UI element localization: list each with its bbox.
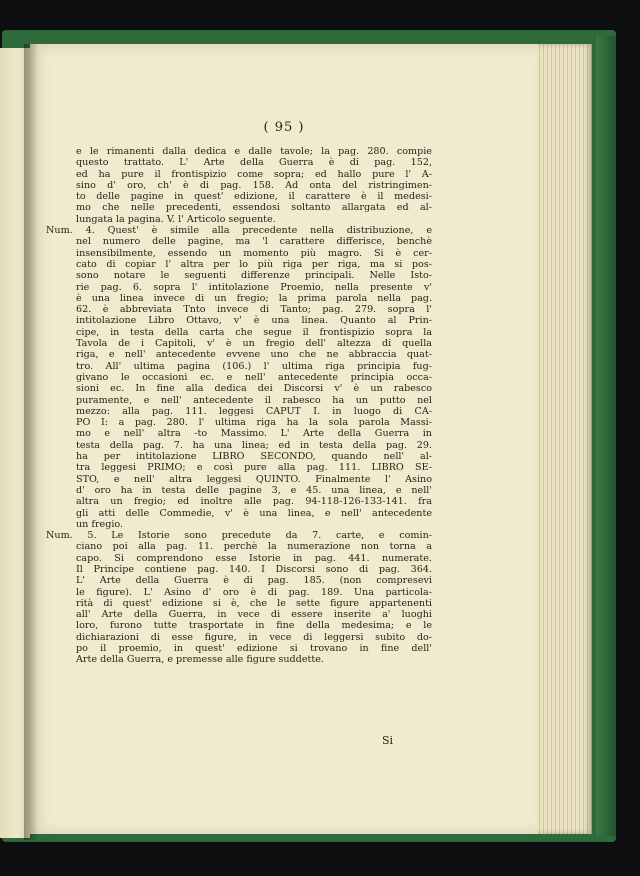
text-line: rie pag. 6. sopra l' intitolazione Proemio, nella presente v' <box>76 281 432 293</box>
text-line: Num. 5. Le Istorie sono precedute da 7. carte, e comin- <box>46 530 432 542</box>
text-line: sono notare le seguenti differenze principali. Nelle Isto- <box>76 270 432 282</box>
text-line: ciano poi alla pag. 11. perchè la numerazione non torna a <box>76 541 432 553</box>
text-line: loro, furono tutte trasportate in fine della medesima; e le <box>76 620 432 632</box>
text-line: le figure). L' Asino d' oro è di pag. 189. Una particola- <box>76 586 432 598</box>
text-line: all' Arte della Guerra, in vece di essere inserite a' luoghi <box>76 609 432 621</box>
text-line: mo che nelle precedenti, essendosi soltanto allargata ed al- <box>76 202 432 214</box>
text-line: questo trattato. L' Arte della Guerra è di pag. 152, <box>76 157 432 169</box>
text-line: 62. è abbreviata Tnto invece di Tanto; pag. 279. sopra l' <box>76 304 432 316</box>
text-line: to delle pagine in quest' edizione, il carattere è il medesi- <box>76 191 432 203</box>
text-line: L' Arte della Guerra è di pag. 185. (non compresevi <box>76 575 432 587</box>
text-line: tro. All' ultima pagina (106.) l' ultima riga principia fug- <box>76 360 432 372</box>
page-stack-edge <box>536 44 592 834</box>
text-line: riga, e nell' antecedente evvene uno che ne abbraccia quat- <box>76 349 432 361</box>
text-line: PO I: a pag. 280. l' ultima riga ha la sola parola Massi- <box>76 417 432 429</box>
text-line: tra leggesi PRIMO; e così pure alla pag. 111. LIBRO SE- <box>76 462 432 474</box>
text-line: lungata la pagina. V. l' Articolo seguente. <box>76 213 276 225</box>
text-line: ed ha pure il frontispizio come sopra; ed hallo pure l' A- <box>76 168 432 180</box>
text-line: puramente, e nell' antecedente il rabesco ha un putto nel <box>76 394 432 406</box>
text-line: testa della pag. 7. ha una linea; ed in testa della pag. 29. <box>76 439 432 451</box>
text-line: po il proemio, in quest' edizione si trovano in fine dell' <box>76 643 432 655</box>
text-line: Il Principe contiene pag. 140. I Discorsi sono di pag. 364. <box>76 563 432 575</box>
page-number: ( 95 ) <box>263 120 305 135</box>
text-line: sino d' oro, ch' è di pag. 158. Ad onta del ristringimen- <box>76 179 432 191</box>
text-line: intitolazione Libro Ottavo, v' è una linea. Quanto al Prin- <box>76 315 432 327</box>
text-line: e le rimanenti dalla dedica e dalle tavole; la pag. 280. compie <box>76 146 432 157</box>
text-line: givano le occasioni ec. e nell' antecedente principia occa- <box>76 371 432 383</box>
text-line: cipe, in testa della carta che segue il frontispizio sopra la <box>76 326 432 338</box>
text-line: un fregio. <box>76 518 124 530</box>
text-line: d' oro ha in testa delle pagine 3, e 45. una linea, e nell' <box>76 484 432 496</box>
text-line: mo e nell' altra -to Massimo. L' Arte della Guerra in <box>76 428 432 440</box>
text-line: ha per intitolazione LIBRO SECONDO, quando nell' al- <box>76 451 432 463</box>
text-line: capo. Si comprendono esse Istorie in pag. 441. numerate. <box>76 552 432 564</box>
text-line: cato di copiar l' altra per lo più riga per riga, ma si pos- <box>76 258 432 270</box>
text-line: rità di quest' edizione si è, che le sette figure appartenenti <box>76 597 432 609</box>
text-line: altra un fregio; ed inoltre alle pag. 94-118-126-133-141. fra <box>76 496 432 508</box>
text-line: nel numero delle pagine, ma 'l carattere differisce, benchè <box>76 236 432 248</box>
text-line: gli atti delle Commedie, v' è una linea, e nell' antecedente <box>76 507 432 519</box>
text-line: è una linea invece di un fregio; la prima parola nella pag. <box>76 292 432 304</box>
text-line: Arte della Guerra, e premesse alle figure suddette. <box>76 654 324 666</box>
text-line: insensibilmente, essendo un momento più magro. Si è cer- <box>76 247 432 259</box>
text-line: Num. 4. Quest' è simile alla precedente nella distribuzione, e <box>46 225 432 237</box>
text-line: mezzo: alla pag. 111. leggesi CAPUT I. in luogo di CA- <box>76 405 432 417</box>
book-page <box>30 44 538 834</box>
cover-edge <box>596 36 616 836</box>
text-line: Tavola de i Capitoli, v' è un fregio dell' altezza di quella <box>76 338 432 350</box>
text-line: sioni ec. In fine alla dedica dei Discorsi v' è un rabesco <box>76 383 432 395</box>
catchword: Si <box>382 734 394 747</box>
body-text <box>46 146 432 666</box>
text-line: dichiarazioni di esse figure, in vece di leggersi subito do- <box>76 631 432 643</box>
gutter-shadow <box>24 44 38 840</box>
text-line: STO, e nell' altra leggesi QUINTO. Finalmente l' Asino <box>76 473 432 485</box>
